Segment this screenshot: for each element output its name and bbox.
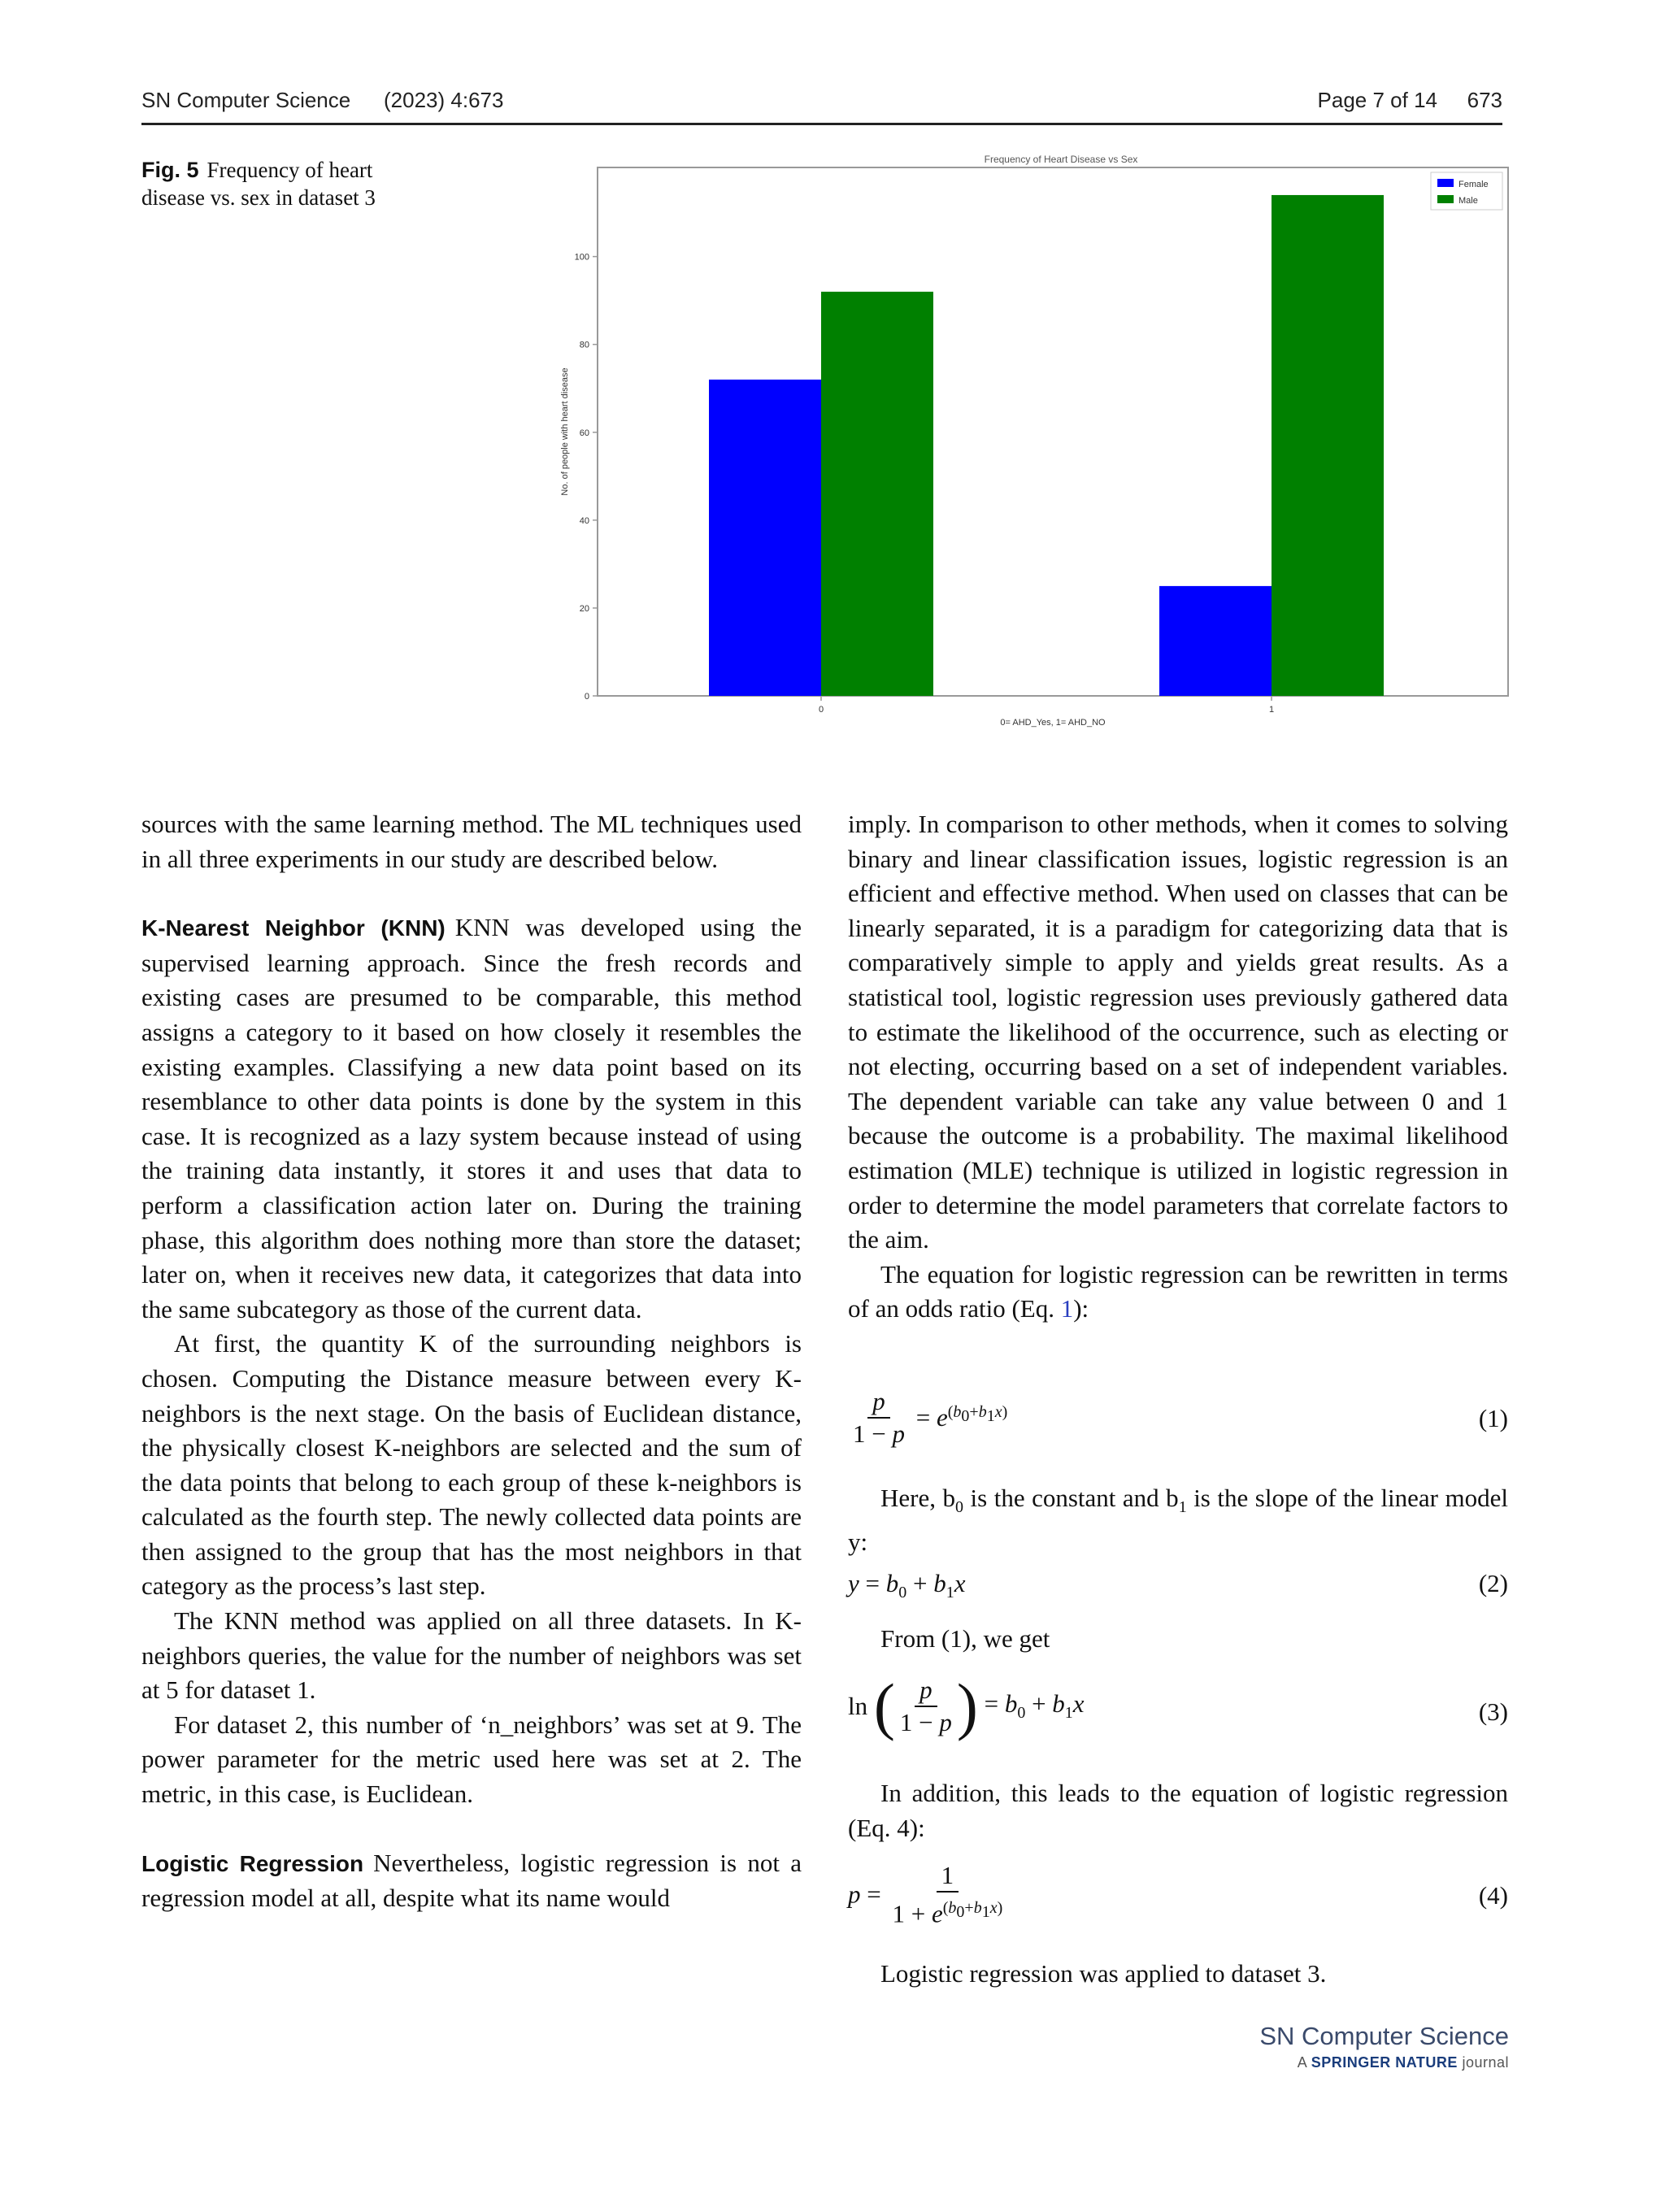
year-volume: (2023) 4:673: [384, 88, 504, 112]
equation-4: p = $\frac{1}{1 + e^{(b_0+b_1x)}}$ (4): [848, 1861, 1508, 1928]
right-paragraph-6: Logistic regression was applied to dataset 3.: [880, 1959, 1327, 1988]
chart-title: Frequency of Heart Disease vs Sex: [984, 154, 1138, 165]
figure-caption: [141, 156, 434, 211]
right-paragraph-2: The equation for logistic regression can be rewritten in terms of an odds ratio (Eq. 1):: [848, 1259, 1508, 1323]
lr-text: Nevertheless, logistic regression is not a regression model at all, despite what its name would: [141, 1848, 802, 1913]
chart-legend: [1431, 172, 1502, 210]
footer-journal-title: SN Computer Science: [1259, 2022, 1509, 2050]
equation-2-number: (2): [1478, 1569, 1508, 1597]
lr-heading: Logistic Regression: [141, 1850, 364, 1876]
knn-paragraph: [141, 910, 802, 1327]
bar-chart: [553, 150, 1512, 751]
bar-male-0: [821, 292, 933, 696]
equation-3: ln ( $\frac{p}{1 - p}$ ) = $b_0 + b_1x$ (3): [848, 1671, 1508, 1741]
right-paragraph-1: imply. In comparison to other methods, when it comes to solving binary and linear classification issues, logistic regression is an efficient and effective method. When used on classes that can be linearly separated, it is a paradigm for categorizing data that is comparatively simple to apply and yields great results. As a statistical tool, logistic regression uses previously gathered data to estimate the likelihood of the occurrence, such as electing or not electing, occurring based on a set of independent variables. The dependent variable can take any value between 0 and 1 because the outcome is a probability. The maximal likelihood estimation (MLE) technique is utilized in logistic regression in order to determine the model parameters that correlate factors to the aim.: [848, 810, 1508, 1254]
eq-1-link[interactable]: 1: [1060, 1294, 1074, 1323]
right-paragraph-3: Here, $b_0$ is the constant and $b_1$ is the slope of the linear model y:: [848, 1484, 1509, 1556]
y-tick-label: 20: [579, 603, 589, 614]
y-tick-label: 80: [579, 340, 589, 350]
knn-text: KNN was developed using the supervised learning approach. Since the fresh records and existing cases are presumed to be comparable, this method assigns a category to it based on how closely it resembles the existing examples. Classifying a new data point based on its resemblance to other data points is done by the system in this case. It is recognized as a lazy system because instead of using the training data instantly, it stores it and uses that data to perform a classification action later on. During the training phase, this algorithm does nothing more than store the dataset; later on, when it receives new data, it categorizes that data into the same subcategory as those of the current data.: [141, 913, 802, 1323]
left-paragraph-3: At first, the quantity K of the surrounding neighbors is chosen. Computing the Distance measure between every K-neighbors is the next stage. On the basis of Euclidean distance, the physically closest K-neighbors are selected and the sum of the data points that belong to each group of these k-neighbors is calculated as the fourth step. The newly collected data points are then assigned to the group that has the most neighbors in that category as the process’s last step.: [141, 1329, 802, 1601]
running-header: [141, 88, 1502, 117]
left-paragraph-5: For dataset 2, this number of ‘n_neighbors’ was set at 9. The power parameter for the metric used here was set at 2. The metric, in this case, is Euclidean.: [141, 1710, 802, 1809]
y-tick-label: 40: [579, 515, 589, 526]
equation-4-number: (4): [1478, 1881, 1508, 1910]
equation-2: $y = b_0 + b_1x$ (2): [848, 1569, 1508, 1602]
right-paragraph-5: In addition, this leads to the equation of logistic regression (Eq. 4):: [848, 1779, 1508, 1842]
page-number: Page 7 of 14: [1317, 88, 1437, 112]
x-tick-label: 0: [818, 705, 824, 715]
right-paragraph-4: From (1), we get: [880, 1624, 1050, 1653]
bar-female-1: [1159, 586, 1272, 696]
bar-female-0: [709, 380, 821, 696]
figure-caption-text: Frequency of heart disease vs. sex in dataset 3: [141, 158, 376, 210]
y-tick-label: 0: [584, 692, 589, 702]
lr-paragraph: [141, 1846, 802, 1916]
x-axis-label: 0= AHD_Yes, 1= AHD_NO: [1000, 718, 1106, 728]
y-tick-label: 60: [579, 428, 589, 438]
legend-label-male: Male: [1459, 196, 1478, 206]
left-paragraph-4: The KNN method was applied on all three datasets. In K-neighbors queries, the value for the number of neighbors was set at 5 for dataset 1.: [141, 1606, 802, 1705]
header-rule: [141, 123, 1502, 125]
legend-label-female: Female: [1459, 180, 1489, 189]
left-paragraph-1: sources with the same learning method. The ML techniques used in all three experiments in our study are described below.: [141, 810, 802, 873]
left-column: [141, 807, 802, 1916]
y-axis-label: No. of people with heart disease: [560, 367, 570, 496]
footer-publisher: A SPRINGER NATURE journal: [1297, 2054, 1509, 2071]
springer-nature-logo-text: SPRINGER NATURE: [1311, 2054, 1458, 2071]
equation-1: $\frac{p}{1 - p}$ = $e^{(b_0+b_1x)}$ (1): [853, 1387, 1508, 1448]
bar-male-1: [1272, 195, 1384, 696]
article-number: 673: [1467, 88, 1502, 112]
y-tick-label: 100: [574, 252, 589, 263]
knn-heading: K-Nearest Neighbor (KNN): [141, 915, 446, 941]
journal-name: SN Computer Science: [141, 88, 351, 112]
legend-swatch-male: [1437, 195, 1454, 203]
equation-1-number: (1): [1478, 1404, 1508, 1432]
legend-swatch-female: [1437, 179, 1454, 187]
equation-3-number: (3): [1478, 1697, 1508, 1726]
right-column: [848, 807, 1508, 1327]
x-tick-label: 1: [1268, 705, 1275, 715]
figure-label: Fig. 5: [141, 158, 199, 182]
eq-4-link[interactable]: 4: [897, 1813, 910, 1842]
